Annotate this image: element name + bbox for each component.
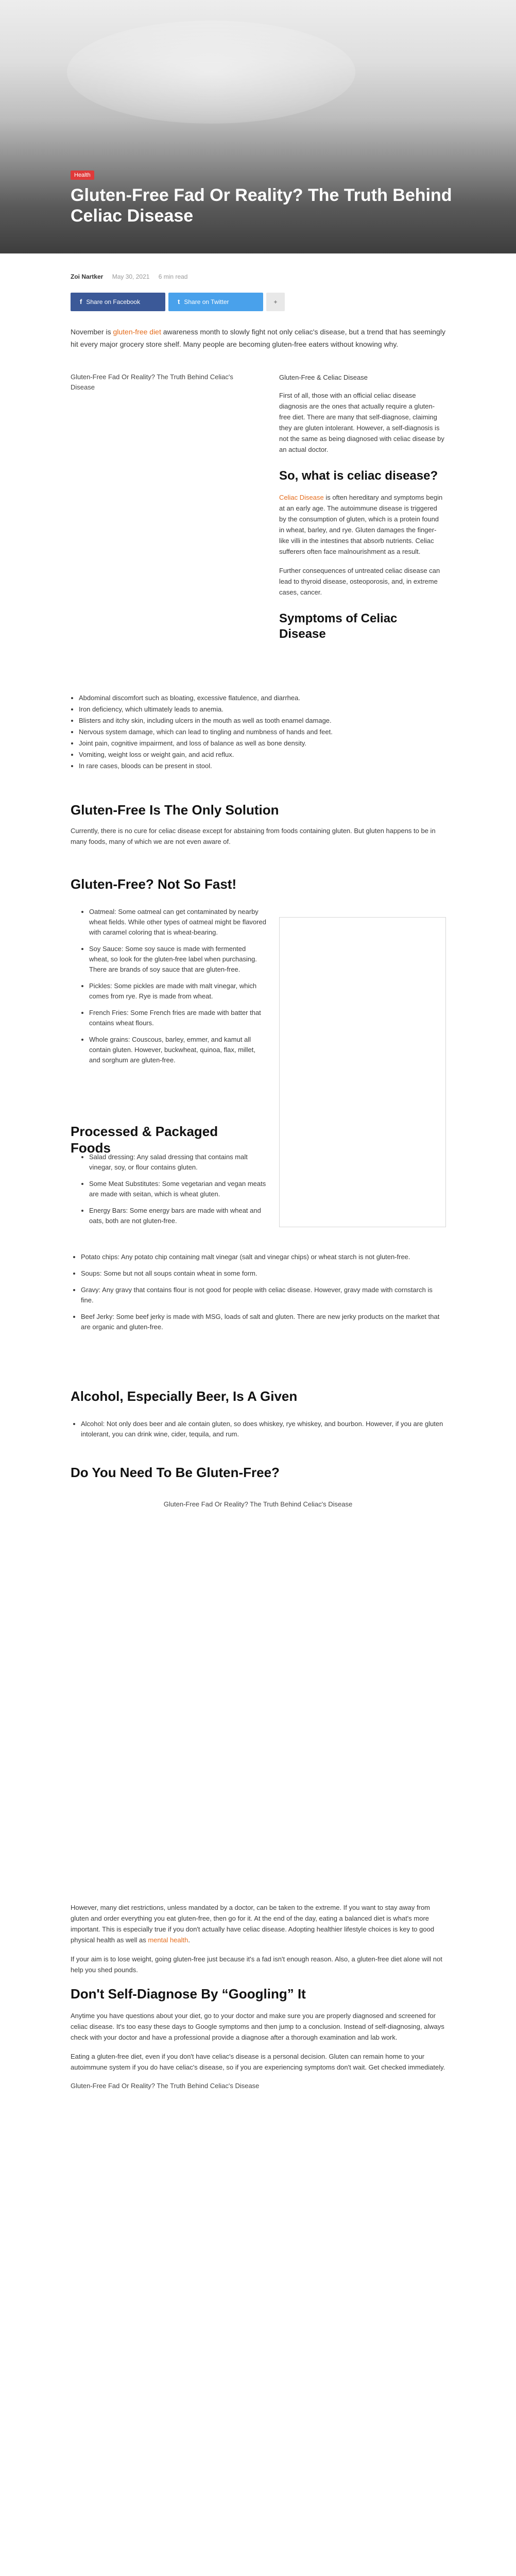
- intro-paragraph: [71, 326, 445, 350]
- processed-list-wrap: [81, 1152, 266, 1232]
- alcohol-list-wrap: [81, 1419, 445, 1446]
- alcohol-list: [81, 1419, 445, 1439]
- right-para-consequences: Further consequences of untreated celiac disease can lead to thyroid disease, osteoporosis, and, in extreme cases, cancer.: [279, 567, 440, 596]
- not-so-fast-section: [71, 876, 256, 892]
- list-item: • Joint pain, cognitive impairment, and loss of balance as well as bone density.: [79, 738, 445, 749]
- symptoms-section: [71, 692, 445, 772]
- list-item: • Abdominal discomfort such as bloating, excessive flatulence, and diarrhea.: [79, 692, 445, 704]
- mental-health-link[interactable]: mental health: [148, 1936, 188, 1944]
- dont-para-1: Anytime you have questions about your diet, go to your doctor and make sure you are properly diagnosed and screened for celiac disease. It's too easy these days to Google symptoms and then jump to a conclusion. Instead of self-diagnosing, always check with your doctor and have a professional provide a diagnose after a thorough examination and lab work.: [71, 2012, 444, 2041]
- list-item: • Soups: Some but not all soups contain wheat in some form.: [81, 1268, 445, 1279]
- right-para-celiac: is often hereditary and symptoms begin at an early age. The autoimmune disease is triggered by the consumption of gluten, which is a protein found in wheat, barley, and rye. Gluten damages the finger-like villi in the intestines that absorb nutrients. Celiac sufferers often face malnourishment as a result.: [279, 494, 443, 555]
- share-twitter-button[interactable]: [168, 293, 263, 311]
- symptoms-list: [71, 692, 445, 772]
- list-item: • French Fries: Some French fries are made with batter that contains wheat flours.: [89, 1008, 266, 1028]
- heading-what-is-celiac: So, what is celiac disease?: [279, 469, 438, 483]
- processed-list: [81, 1152, 266, 1226]
- hero-image-highlight: [67, 21, 355, 124]
- share-twitter-label: Share on Twitter: [184, 298, 229, 306]
- after-para-1-end: .: [188, 1936, 190, 1944]
- list-item: • Potato chips: Any potato chip containing malt vinegar (salt and vinegar chips) or wheat starch is not gluten-free.: [81, 1252, 445, 1262]
- heading-symptoms: Symptoms of Celiac Disease: [279, 612, 398, 641]
- article-image-placeholder: [279, 917, 446, 1227]
- list-item: • Pickles: Some pickles are made with malt vinegar, which comes from rye. Rye is made from wheat.: [89, 981, 266, 1002]
- category-badge[interactable]: Health: [71, 171, 94, 180]
- heading-processed-foods: Processed & Packaged Foods: [71, 1124, 218, 1156]
- list-item: • Nervous system damage, which can lead to tingling and numbness of hands and feet.: [79, 726, 445, 738]
- image-caption-left: Gluten-Free Fad Or Reality? The Truth Behind Celiac's Disease: [71, 373, 233, 391]
- processed-more-list: [81, 1252, 445, 1332]
- post-meta: [71, 273, 195, 280]
- share-facebook-button[interactable]: [71, 293, 165, 311]
- post-title: Gluten-Free Fad Or Reality? The Truth Behind Celiac Disease: [71, 185, 452, 226]
- processed-more-wrap: [81, 1252, 445, 1338]
- list-item: • Gravy: Any gravy that contains flour is not good for people with celiac disease. However, gravy made with cornstarch is fine.: [81, 1285, 445, 1306]
- dont-self-diagnose-section: [71, 1986, 445, 2091]
- list-item: • Oatmeal: Some oatmeal can get contaminated by nearby wheat fields. While other types of oatmeal might be flavored with caramel coloring that is wheat-bearing.: [89, 907, 266, 938]
- author-name[interactable]: Zoi Nartker: [71, 273, 104, 280]
- after-para-1: However, many diet restrictions, unless mandated by a doctor, can be taken to the extreme. If you want to stay away from gluten and order everything you eat gluten-free, then go for it. At the end of the day, eating a balanced diet is what's more important. This is especially true if you don't actually have celiac disease. Adopting healthier lifestyle choices is key to good physical health as well as: [71, 1904, 435, 1944]
- heading-alcohol: Alcohol, Especially Beer, Is A Given: [71, 1388, 298, 1404]
- processed-section: [71, 1123, 256, 1156]
- list-item: • Soy Sauce: Some soy sauce is made with fermented wheat, so look for the gluten-free label when purchasing. There are brands of soy sauce that are gluten-free.: [89, 944, 266, 975]
- heading-not-so-fast: Gluten-Free? Not So Fast!: [71, 876, 237, 892]
- heading-need-gluten-free: Do You Need To Be Gluten-Free?: [71, 1465, 280, 1480]
- list-item: • Some Meat Substitutes: Some vegetarian and vegan meats are made with seitan, which is wheat gluten.: [89, 1179, 266, 1199]
- after-para-2: If your aim is to lose weight, going gluten-free just because it's a fad isn't enough reason. Also, a gluten-free diet alone will not help you shed pounds.: [71, 1955, 442, 1974]
- list-item: • Vomiting, weight loss or weight gain, and acid reflux.: [79, 749, 445, 760]
- gluten-free-diet-link[interactable]: gluten-free diet: [113, 328, 161, 336]
- celiac-disease-link[interactable]: Celiac Disease: [279, 494, 324, 501]
- share-more-button[interactable]: [266, 293, 285, 311]
- list-item: • In rare cases, bloods can be present in stool.: [79, 760, 445, 772]
- share-facebook-label: Share on Facebook: [86, 298, 141, 306]
- right-column: [279, 372, 445, 642]
- not-so-fast-list: [81, 907, 266, 1065]
- intro-text-end: awareness month to slowly fight not only celiac's disease, but a trend that has seemingly hit every major grocery store shelf. Many people are becoming gluten-free eaters without knowing why.: [71, 328, 445, 348]
- plus-icon: +: [273, 298, 278, 306]
- after-section: [71, 1902, 445, 1975]
- twitter-icon: t: [178, 298, 180, 306]
- dont-para-2: Eating a gluten-free diet, even if you don't have celiac's disease is a personal decision. Gluten can remain home to your autoimmune system if you do have celiac's disease, so if you are experiencing symptoms don't wait. Get checked immediately.: [71, 2053, 445, 2071]
- post-date: May 30, 2021: [112, 273, 150, 280]
- read-time: 6 min read: [158, 273, 188, 280]
- list-item: • Iron deficiency, which ultimately leads to anemia.: [79, 704, 445, 715]
- facebook-icon: f: [80, 298, 82, 306]
- list-item: • Whole grains: Couscous, barley, emmer, and kamut all contain gluten. However, buckwheat, quinoa, flax, millet, and sorghum are gluten-free.: [89, 1035, 266, 1065]
- alcohol-section: [71, 1388, 445, 1404]
- only-solution-text: Currently, there is no cure for celiac disease except for abstaining from foods containing gluten. But gluten happens to be in many foods, many of which we are not even aware of.: [71, 827, 436, 845]
- list-item: • Blisters and itchy skin, including ulcers in the mouth as well as tooth enamel damage.: [79, 715, 445, 726]
- list-item: • Alcohol: Not only does beer and ale contain gluten, so does whiskey, rye whiskey, and bourbon. However, if you are gluten intolerant, you can drink wine, cider, tequila, and rum.: [81, 1419, 445, 1439]
- dont-image-caption: Gluten-Free Fad Or Reality? The Truth Behind Celiac's Disease: [71, 2082, 260, 2090]
- list-item: • Beef Jerky: Some beef jerky is made with MSG, loads of salt and gluten. There are new jerky products on the market that are organic and gluten-free.: [81, 1312, 445, 1332]
- intro-text-start: November is: [71, 328, 113, 336]
- not-so-fast-list-wrap: [81, 907, 266, 1072]
- heading-dont-self-diagnose: Don't Self-Diagnose By “Googling” It: [71, 1986, 306, 2002]
- only-solution-section: [71, 802, 445, 847]
- hero-banner: [0, 0, 516, 253]
- need-section: [71, 1464, 445, 1481]
- heading-only-solution: Gluten-Free Is The Only Solution: [71, 802, 279, 818]
- need-image-caption: Gluten-Free Fad Or Reality? The Truth Behind Celiac's Disease: [163, 1500, 353, 1508]
- list-item: • Energy Bars: Some energy bars are made with wheat and oats, both are not gluten-free.: [89, 1206, 266, 1226]
- share-buttons: [71, 293, 285, 311]
- right-image-caption: Gluten-Free & Celiac Disease: [279, 374, 368, 381]
- list-item: • Salad dressing: Any salad dressing that contains malt vinegar, soy, or flour contains gluten.: [89, 1152, 266, 1173]
- right-para-diagnosis: First of all, those with an official celiac disease diagnosis are the ones that actually require a gluten-free diet. There are many that self-diagnose, claiming they are gluten intolerant. However, a self-diagnosis is not the same as being diagnosed with celiac disease by an actual doctor.: [279, 392, 444, 453]
